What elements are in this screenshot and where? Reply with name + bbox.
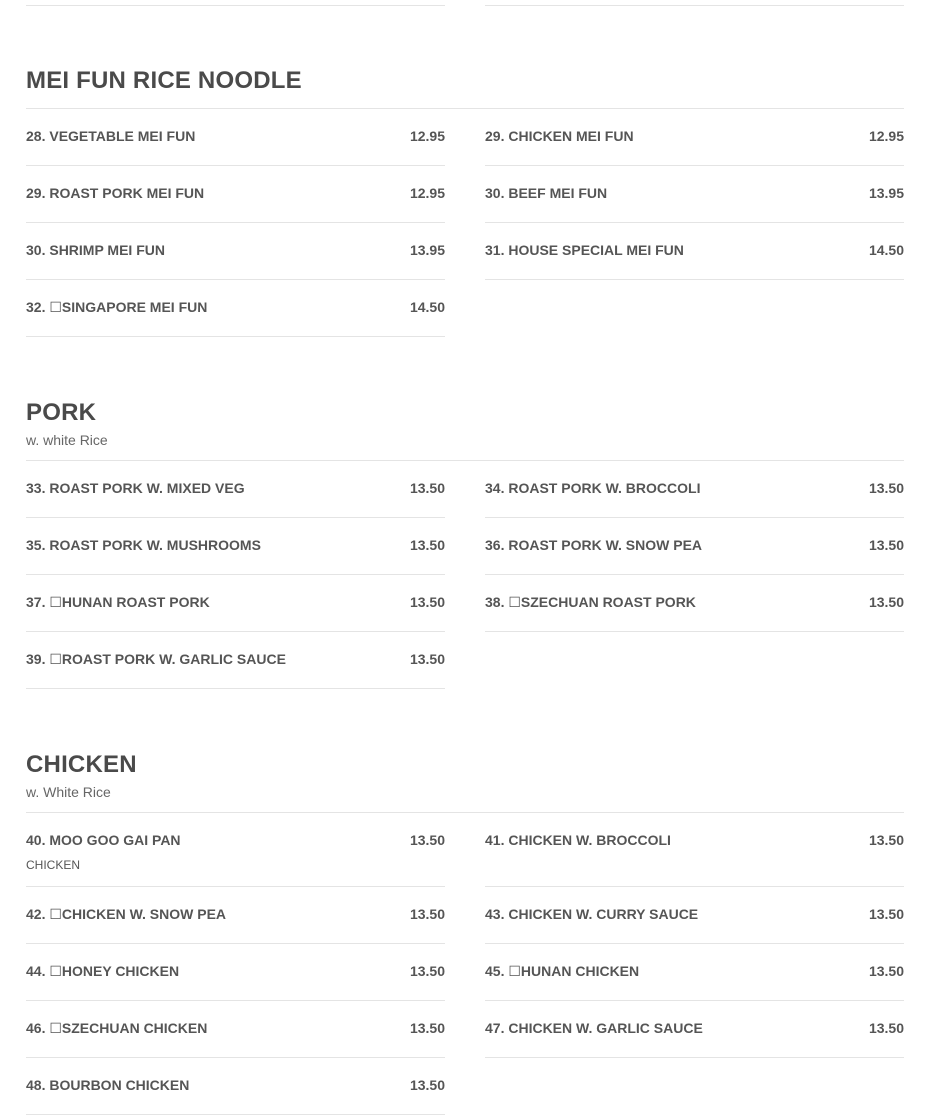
menu-item[interactable]: [485, 461, 904, 518]
menu-item[interactable]: [26, 223, 445, 280]
item-price: 14.50: [409, 299, 445, 315]
menu-item[interactable]: [485, 1001, 904, 1058]
item-name: 35. ROAST PORK W. MUSHROOMS: [26, 537, 261, 553]
item-name: 33. ROAST PORK W. MIXED VEG: [26, 480, 245, 496]
item-price: 13.50: [409, 594, 445, 610]
item-price: 13.95: [409, 242, 445, 258]
item-price: 12.95: [409, 185, 445, 201]
item-name: 48. BOURBON CHICKEN: [26, 1077, 190, 1093]
item-name: 41. CHICKEN W. BROCCOLI: [485, 832, 671, 848]
item-price: 13.50: [868, 832, 904, 848]
item-name: 40. MOO GOO GAI PAN: [26, 832, 181, 848]
item-price: 13.50: [409, 537, 445, 553]
item-name: 37. ☐HUNAN ROAST PORK: [26, 594, 210, 610]
item-description: CHICKEN: [26, 858, 81, 872]
item-price: 13.50: [868, 1020, 904, 1036]
item-price: 13.50: [868, 537, 904, 553]
menu-item[interactable]: [485, 166, 904, 223]
item-name: 30. SHRIMP MEI FUN: [26, 242, 165, 258]
item-name: 44. ☐HONEY CHICKEN: [26, 963, 180, 979]
divider: [485, 5, 904, 6]
menu-item[interactable]: [485, 887, 904, 944]
menu-item[interactable]: [26, 518, 445, 575]
menu-column-right: [485, 813, 904, 1058]
item-price: 13.50: [409, 1020, 445, 1036]
menu-item[interactable]: [485, 518, 904, 575]
item-price: 12.95: [409, 128, 445, 144]
item-name: 47. CHICKEN W. GARLIC SAUCE: [485, 1020, 703, 1036]
item-price: 13.50: [409, 963, 445, 979]
menu-item[interactable]: [26, 632, 445, 689]
item-name: 46. ☐SZECHUAN CHICKEN: [26, 1020, 208, 1036]
item-price: 13.50: [409, 832, 445, 848]
item-name: 31. HOUSE SPECIAL MEI FUN: [485, 242, 684, 258]
item-name: 34. ROAST PORK W. BROCCOLI: [485, 480, 701, 496]
item-name: 29. CHICKEN MEI FUN: [485, 128, 634, 144]
menu-item[interactable]: [26, 1058, 445, 1115]
item-price: 13.50: [868, 906, 904, 922]
menu-column-left: [26, 109, 445, 337]
menu-item[interactable]: [485, 813, 904, 887]
menu-item[interactable]: [26, 887, 445, 944]
item-name: 39. ☐ROAST PORK W. GARLIC SAUCE: [26, 651, 286, 667]
item-price: 13.50: [868, 963, 904, 979]
menu-item[interactable]: [26, 280, 445, 337]
section-title: PORK: [26, 399, 97, 426]
item-name: 32. ☐SINGAPORE MEI FUN: [26, 299, 208, 315]
item-name: 28. VEGETABLE MEI FUN: [26, 128, 196, 144]
section-title: CHICKEN: [26, 751, 137, 778]
section-subtitle: w. white Rice: [26, 432, 108, 448]
item-price: 13.50: [868, 594, 904, 610]
menu-item[interactable]: [26, 461, 445, 518]
menu-item[interactable]: [485, 109, 904, 166]
menu-column-right: [485, 109, 904, 280]
item-price: 13.50: [409, 906, 445, 922]
item-price: 13.50: [868, 480, 904, 496]
item-price: 13.50: [409, 651, 445, 667]
item-name: 30. BEEF MEI FUN: [485, 185, 608, 201]
menu-column-left: [26, 813, 445, 1115]
item-price: 14.50: [868, 242, 904, 258]
menu-item[interactable]: [26, 813, 445, 887]
item-name: 45. ☐HUNAN CHICKEN: [485, 963, 640, 979]
item-name: 38. ☐SZECHUAN ROAST PORK: [485, 594, 696, 610]
section-subtitle: w. White Rice: [26, 784, 111, 800]
menu-item[interactable]: [26, 1001, 445, 1058]
menu-item[interactable]: [26, 575, 445, 632]
item-name: 29. ROAST PORK MEI FUN: [26, 185, 205, 201]
menu-column-right: [485, 461, 904, 632]
menu-column-left: [26, 461, 445, 689]
item-name: 36. ROAST PORK W. SNOW PEA: [485, 537, 703, 553]
section-title: MEI FUN RICE NOODLE: [26, 67, 302, 94]
item-name: 42. ☐CHICKEN W. SNOW PEA: [26, 906, 227, 922]
menu-item[interactable]: [485, 575, 904, 632]
item-price: 12.95: [868, 128, 904, 144]
menu-item[interactable]: [485, 944, 904, 1001]
menu-item[interactable]: [26, 109, 445, 166]
menu-item[interactable]: [26, 944, 445, 1001]
item-name: 43. CHICKEN W. CURRY SAUCE: [485, 906, 699, 922]
item-price: 13.95: [868, 185, 904, 201]
item-price: 13.50: [409, 1077, 445, 1093]
menu-item[interactable]: [485, 223, 904, 280]
item-price: 13.50: [409, 480, 445, 496]
divider: [26, 5, 445, 6]
previous-section-end: [26, 5, 904, 6]
menu-item[interactable]: [26, 166, 445, 223]
